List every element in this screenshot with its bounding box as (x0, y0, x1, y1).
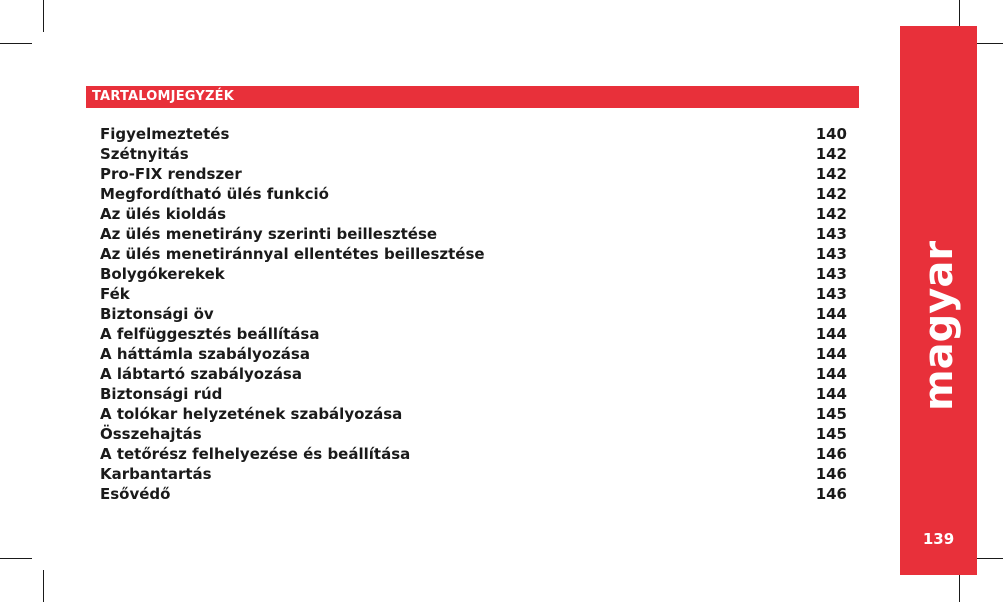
toc-entry[interactable] (100, 384, 847, 404)
toc-entry-title: Fék (100, 285, 130, 303)
toc-entry[interactable] (100, 424, 847, 444)
toc-entry-page: 144 (815, 385, 847, 403)
toc-entry-title: Összehajtás (100, 425, 202, 443)
toc-entry-page: 144 (815, 345, 847, 363)
toc-entry[interactable] (100, 404, 847, 424)
toc-entry-title: Bolygókerekek (100, 265, 225, 283)
crop-mark (43, 0, 44, 32)
toc-entry-page: 145 (815, 425, 847, 443)
toc-entry-page: 143 (815, 245, 847, 263)
toc-entry-title: A felfüggesztés beállítása (100, 325, 320, 343)
table-of-contents (100, 124, 847, 504)
toc-entry-page: 144 (815, 325, 847, 343)
toc-entry[interactable] (100, 304, 847, 324)
page-number: 139 (922, 530, 955, 548)
crop-mark (0, 558, 32, 559)
toc-entry-page: 142 (815, 165, 847, 183)
toc-entry-title: Biztonsági öv (100, 305, 214, 323)
toc-header-title: TARTALOMJEGYZÉK (92, 89, 234, 104)
toc-entry-title: Az ülés menetiránnyal ellentétes beillesztése (100, 245, 485, 263)
toc-entry-page: 143 (815, 285, 847, 303)
toc-entry-title: Karbantartás (100, 465, 212, 483)
toc-entry-title: Megfordítható ülés funkció (100, 185, 329, 203)
toc-entry-page: 140 (815, 125, 847, 143)
toc-entry-page: 142 (815, 185, 847, 203)
toc-entry-title: Az ülés menetirány szerinti beillesztése (100, 225, 438, 243)
toc-entry[interactable] (100, 204, 847, 224)
crop-mark (43, 570, 44, 602)
toc-entry[interactable] (100, 484, 847, 504)
toc-entry-page: 142 (815, 145, 847, 163)
toc-entry-title: A lábtartó szabályozása (100, 365, 302, 383)
toc-entry-page: 144 (815, 365, 847, 383)
toc-entry[interactable] (100, 224, 847, 244)
toc-entry-title: A tolókar helyzetének szabályozása (100, 405, 403, 423)
toc-entry[interactable] (100, 164, 847, 184)
toc-entry-title: Az ülés kioldás (100, 205, 227, 223)
toc-entry-title: A háttámla szabályozása (100, 345, 310, 363)
toc-entry[interactable] (100, 184, 847, 204)
toc-entry-title: Esővédő (100, 485, 171, 503)
toc-entry-page: 146 (815, 485, 847, 503)
toc-entry-page: 143 (815, 225, 847, 243)
toc-entry[interactable] (100, 444, 847, 464)
toc-entry-page: 142 (815, 205, 847, 223)
toc-entry[interactable] (100, 364, 847, 384)
toc-entry-page: 145 (815, 405, 847, 423)
toc-entry-title: A tetőrész felhelyezése és beállítása (100, 445, 411, 463)
toc-entry[interactable] (100, 464, 847, 484)
toc-header-bar (86, 86, 859, 108)
crop-mark (0, 43, 32, 44)
toc-entry-title: Figyelmeztetés (100, 125, 230, 143)
toc-entry-title: Biztonsági rúd (100, 385, 223, 403)
toc-entry[interactable] (100, 284, 847, 304)
language-label: magyar (915, 240, 962, 412)
toc-entry[interactable] (100, 324, 847, 344)
toc-entry-title: Pro-FIX rendszer (100, 165, 242, 183)
toc-entry-page: 143 (815, 265, 847, 283)
toc-entry[interactable] (100, 144, 847, 164)
toc-entry[interactable] (100, 124, 847, 144)
toc-entry-page: 146 (815, 465, 847, 483)
toc-entry-page: 144 (815, 305, 847, 323)
toc-entry[interactable] (100, 264, 847, 284)
toc-entry[interactable] (100, 344, 847, 364)
toc-entry-title: Szétnyitás (100, 145, 189, 163)
toc-entry[interactable] (100, 244, 847, 264)
toc-entry-page: 146 (815, 445, 847, 463)
language-side-tab (900, 26, 977, 575)
